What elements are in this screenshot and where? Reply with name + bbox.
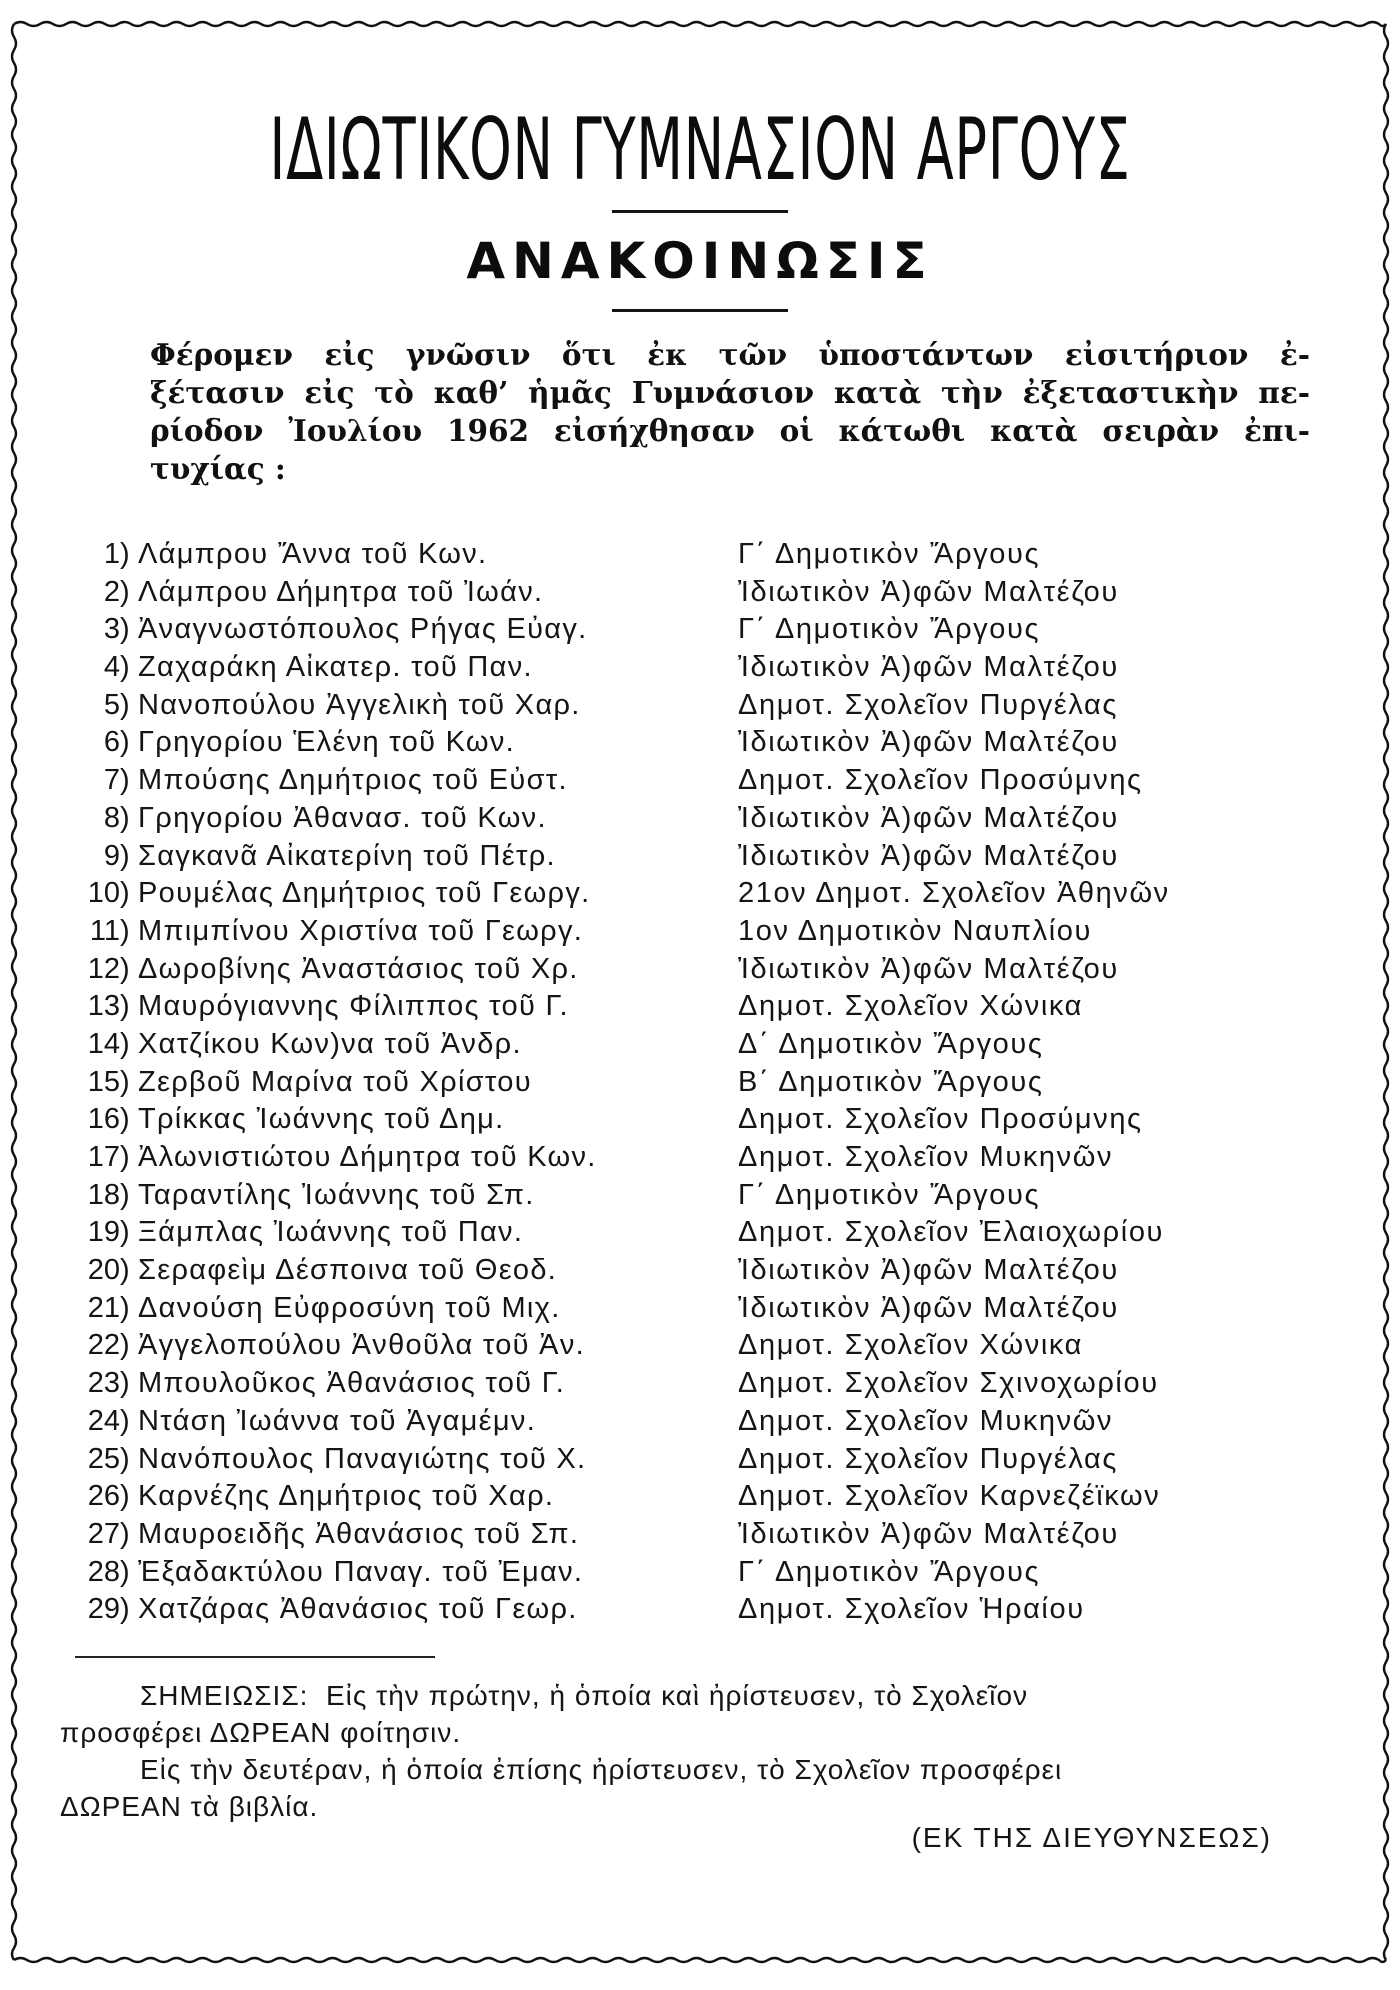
note-line bbox=[60, 1714, 1335, 1751]
list-item bbox=[70, 1403, 1310, 1441]
rank-number: 26 bbox=[87, 1480, 120, 1513]
student-name: Ξάμπλας Ἰωάννης τοῦ Παν. bbox=[138, 1216, 524, 1249]
list-item bbox=[70, 649, 1310, 687]
rank-paren: ) bbox=[120, 1329, 130, 1362]
previous-school: Δ΄ Δημοτικὸν Ἄργους bbox=[738, 1027, 1044, 1060]
previous-school: Ἰδιωτικὸν Ἀ)φῶν Μαλτέζου bbox=[738, 801, 1119, 834]
previous-school: Δημοτ. Σχολεῖον Χώνικα bbox=[738, 990, 1084, 1023]
notes-divider bbox=[75, 1656, 435, 1658]
rank-number: 28 bbox=[87, 1555, 120, 1588]
list-item bbox=[70, 875, 1310, 913]
intro-line: Φέρομεν εἰς γνῶσιν ὅτι ἐκ τῶν ὑποστάντων εἰσιτήριον ἐ- bbox=[150, 337, 1310, 372]
intro-paragraph bbox=[150, 336, 1310, 488]
list-item bbox=[70, 1591, 1310, 1629]
list-item bbox=[70, 838, 1310, 876]
previous-school: Ἰδιωτικὸν Ἀ)φῶν Μαλτέζου bbox=[738, 1254, 1119, 1287]
rank-paren: ) bbox=[120, 651, 130, 684]
rank-paren: ) bbox=[120, 688, 130, 721]
previous-school: Γ΄ Δημοτικὸν Ἄργους bbox=[738, 613, 1041, 646]
student-name: Ταραντίλης Ἰωάννης τοῦ Σπ. bbox=[138, 1178, 535, 1211]
student-name: Καρνέζης Δημήτριος τοῦ Χαρ. bbox=[138, 1480, 555, 1513]
previous-school: Δημοτ. Σχολεῖον Προσύμνης bbox=[738, 764, 1143, 797]
student-list bbox=[70, 536, 1310, 1629]
rank-paren: ) bbox=[120, 613, 130, 646]
rank-number: 20 bbox=[87, 1254, 120, 1287]
list-item bbox=[70, 1064, 1310, 1102]
rank-paren: ) bbox=[120, 1442, 130, 1475]
student-name: Τρίκκας Ἰωάννης τοῦ Δημ. bbox=[138, 1103, 505, 1136]
rank-paren: ) bbox=[120, 1216, 130, 1249]
previous-school: Δημοτ. Σχολεῖον Μυκηνῶν bbox=[738, 1141, 1114, 1173]
student-name: Δανούση Εὐφροσύνη τοῦ Μιχ. bbox=[138, 1291, 561, 1324]
previous-school: Ἰδιωτικὸν Ἀ)φῶν Μαλτέζου bbox=[738, 726, 1119, 759]
rank-paren: ) bbox=[120, 1178, 130, 1211]
student-name: Νανόπουλος Παναγιώτης τοῦ Χ. bbox=[138, 1442, 587, 1475]
rank-number: 29 bbox=[87, 1593, 120, 1626]
rank-number: 17 bbox=[87, 1141, 120, 1173]
rank-number: 11 bbox=[89, 914, 120, 947]
note-text: προσφέρει ΔΩΡΕΑΝ φοίτησιν. bbox=[60, 1717, 462, 1748]
previous-school: Δημοτ. Σχολεῖον Προσύμνης bbox=[738, 1103, 1143, 1136]
previous-school: Δημοτ. Σχολεῖον Ἡραίου bbox=[738, 1593, 1085, 1626]
rank-number: 21 bbox=[87, 1291, 120, 1324]
list-item bbox=[70, 951, 1310, 989]
rank-number: 14 bbox=[87, 1027, 120, 1060]
note-line bbox=[140, 1751, 1335, 1788]
student-name: Δωροβίνης Ἀναστάσιος τοῦ Χρ. bbox=[138, 952, 579, 985]
list-item bbox=[70, 762, 1310, 800]
rank-number: 2 bbox=[103, 575, 120, 608]
student-name: Ζερβοῦ Μαρίνα τοῦ Χρίστου bbox=[138, 1065, 532, 1098]
rank-number: 12 bbox=[87, 952, 120, 985]
heading-divider bbox=[612, 309, 788, 312]
list-item bbox=[70, 1327, 1310, 1365]
student-name: Μπιμπίνου Χριστίνα τοῦ Γεωργ. bbox=[138, 914, 584, 947]
previous-school: Ἰδιωτικὸν Ἀ)φῶν Μαλτέζου bbox=[738, 575, 1119, 608]
previous-school: Δημοτ. Σχολεῖον Πυργέλας bbox=[738, 1442, 1118, 1475]
rank-number: 6 bbox=[103, 726, 120, 759]
previous-school: Δημοτ. Σχολεῖον Χώνικα bbox=[738, 1329, 1084, 1362]
student-name: Μπούσης Δημήτριος τοῦ Εὐστ. bbox=[138, 764, 568, 797]
list-item bbox=[70, 1554, 1310, 1592]
previous-school: Ἰδιωτικὸν Ἀ)φῶν Μαλτέζου bbox=[738, 839, 1119, 872]
rank-paren: ) bbox=[120, 1555, 130, 1588]
student-name: Σεραφεὶμ Δέσποινα τοῦ Θεοδ. bbox=[138, 1254, 558, 1287]
student-name: Μαυροειδῆς Ἀθανάσιος τοῦ Σπ. bbox=[138, 1517, 580, 1550]
list-item bbox=[70, 1516, 1310, 1554]
signature: (ΕΚ ΤΗΣ ΔΙΕΥΘΥΝΣΕΩΣ) bbox=[911, 1822, 1272, 1853]
student-name: Ἐξαδακτύλου Παναγ. τοῦ Ἐμαν. bbox=[138, 1555, 584, 1588]
student-name: Γρηγορίου Ἑλένη τοῦ Κων. bbox=[138, 726, 515, 759]
student-name: Ἀγγελοπούλου Ἀνθοῦλα τοῦ Ἀν. bbox=[138, 1329, 585, 1362]
intro-line: τυχίας : bbox=[150, 451, 286, 486]
border-bottom bbox=[14, 1958, 1386, 1962]
student-name: Νανοπούλου Ἀγγελικὴ τοῦ Χαρ. bbox=[138, 688, 581, 721]
previous-school: Ἰδιωτικὸν Ἀ)φῶν Μαλτέζου bbox=[738, 651, 1119, 684]
student-name: Ἀλωνιστιώτου Δήμητρα τοῦ Κων. bbox=[138, 1141, 597, 1173]
previous-school: Γ΄ Δημοτικὸν Ἄργους bbox=[738, 1178, 1041, 1211]
rank-paren: ) bbox=[120, 952, 130, 985]
rank-number: 3 bbox=[103, 613, 120, 646]
rank-paren: ) bbox=[120, 801, 130, 834]
rank-number: 18 bbox=[87, 1178, 120, 1211]
previous-school: Δημοτ. Σχολεῖον Ἐλαιοχωρίου bbox=[738, 1216, 1165, 1249]
rank-number: 24 bbox=[87, 1404, 120, 1437]
previous-school: Ἰδιωτικὸν Ἀ)φῶν Μαλτέζου bbox=[738, 1291, 1119, 1324]
rank-paren: ) bbox=[120, 1517, 130, 1550]
rank-paren: ) bbox=[120, 726, 130, 759]
student-name: Ντάση Ἰωάννα τοῦ Ἀγαμέμν. bbox=[138, 1404, 537, 1437]
previous-school: Β΄ Δημοτικὸν Ἄργους bbox=[738, 1065, 1044, 1098]
rank-number: 22 bbox=[87, 1329, 120, 1362]
list-item bbox=[70, 536, 1310, 574]
list-item bbox=[70, 1026, 1310, 1064]
rank-paren: ) bbox=[120, 839, 130, 872]
note-text: Εἰς τὴν πρώτην, ἡ ὁποία καὶ ἠρίστευσεν, τὸ Σχολεῖον bbox=[325, 1680, 1029, 1711]
note-line bbox=[60, 1788, 1335, 1825]
rank-paren: ) bbox=[120, 1367, 130, 1400]
previous-school: Ἰδιωτικὸν Ἀ)φῶν Μαλτέζου bbox=[738, 952, 1119, 985]
rank-number: 1 bbox=[103, 538, 120, 570]
rank-paren: ) bbox=[120, 575, 130, 608]
list-item bbox=[70, 687, 1310, 725]
rank-paren: ) bbox=[120, 1027, 130, 1060]
rank-paren: ) bbox=[120, 990, 130, 1023]
rank-paren: ) bbox=[120, 914, 130, 947]
previous-school: Δημοτ. Σχολεῖον Σχινοχωρίου bbox=[738, 1367, 1159, 1400]
rank-paren: ) bbox=[120, 1103, 130, 1136]
note-line bbox=[140, 1677, 1335, 1714]
rank-number: 15 bbox=[87, 1065, 120, 1098]
rank-number: 10 bbox=[87, 877, 120, 910]
note-text: Εἰς τὴν δευτέραν, ἡ ὁποία ἐπίσης ἠρίστευσεν, τὸ Σχολεῖον προσφέρει bbox=[140, 1754, 1063, 1785]
list-item bbox=[70, 913, 1310, 951]
list-item bbox=[70, 724, 1310, 762]
list-item bbox=[70, 1290, 1310, 1328]
rank-paren: ) bbox=[120, 1065, 130, 1098]
border-right bbox=[1384, 24, 1388, 1960]
page-title: ΙΔΙΩΤΙΚΟΝ ΓΥΜΝΑΣΙΟΝ ΑΡΓΟΥΣ bbox=[269, 100, 1131, 200]
list-item bbox=[70, 1365, 1310, 1403]
student-name: Ζαχαράκη Αἰκατερ. τοῦ Παν. bbox=[138, 651, 533, 684]
rank-paren: ) bbox=[120, 1141, 130, 1173]
notes-section bbox=[60, 1677, 1335, 1825]
student-name: Γρηγορίου Ἀθανασ. τοῦ Κων. bbox=[138, 801, 547, 834]
list-item bbox=[70, 611, 1310, 649]
rank-paren: ) bbox=[120, 1254, 130, 1287]
list-item bbox=[70, 1441, 1310, 1479]
rank-paren: ) bbox=[120, 538, 130, 570]
note-text: ΔΩΡΕΑΝ τὰ βιβλία. bbox=[60, 1791, 319, 1822]
previous-school: Γ΄ Δημοτικὸν Ἄργους bbox=[738, 538, 1041, 570]
previous-school: Δημοτ. Σχολεῖον Καρνεζέϊκων bbox=[738, 1480, 1161, 1513]
list-item bbox=[70, 1252, 1310, 1290]
list-item bbox=[70, 1101, 1310, 1139]
announcement-heading: ΑΝΑΚΟΙΝΩΣΙΣ bbox=[466, 232, 934, 290]
rank-paren: ) bbox=[120, 877, 130, 910]
rank-paren: ) bbox=[120, 1593, 130, 1626]
rank-paren: ) bbox=[120, 1480, 130, 1513]
student-name: Ἀναγνωστόπουλος Ρήγας Εὐαγ. bbox=[138, 613, 588, 646]
rank-number: 4 bbox=[103, 651, 120, 684]
title-divider bbox=[612, 210, 788, 213]
list-item bbox=[70, 1214, 1310, 1252]
rank-number: 23 bbox=[87, 1367, 120, 1400]
border-top bbox=[14, 22, 1386, 26]
student-name: Λάμπρου Ἄννα τοῦ Κων. bbox=[138, 538, 488, 570]
rank-number: 25 bbox=[87, 1442, 120, 1475]
list-item bbox=[70, 800, 1310, 838]
previous-school: Δημοτ. Σχολεῖον Πυργέλας bbox=[738, 688, 1118, 721]
previous-school: 21ον Δημοτ. Σχολεῖον Ἀθηνῶν bbox=[738, 877, 1170, 910]
rank-number: 9 bbox=[103, 839, 120, 872]
intro-line: ξέτασιν εἰς τὸ καθ’ ἡμᾶς Γυμνάσιον κατὰ τὴν ἐξεταστικὴν πε- bbox=[150, 375, 1310, 410]
list-item bbox=[70, 1139, 1310, 1177]
note-label: ΣΗΜΕΙΩΣΙΣ: bbox=[140, 1680, 309, 1711]
student-name: Λάμπρου Δήμητρα τοῦ Ἰωάν. bbox=[138, 575, 544, 608]
list-item bbox=[70, 574, 1310, 612]
student-name: Σαγκανᾶ Αἰκατερίνη τοῦ Πέτρ. bbox=[138, 839, 556, 872]
intro-line: ρίοδον Ἰουλίου 1962 εἰσήχθησαν οἱ κάτωθι κατὰ σειρὰν ἐπι- bbox=[150, 413, 1310, 448]
list-item bbox=[70, 988, 1310, 1026]
previous-school: Δημοτ. Σχολεῖον Μυκηνῶν bbox=[738, 1404, 1114, 1437]
rank-number: 19 bbox=[87, 1216, 120, 1249]
previous-school: 1ον Δημοτικὸν Ναυπλίου bbox=[738, 914, 1092, 947]
previous-school: Ἰδιωτικὸν Ἀ)φῶν Μαλτέζου bbox=[738, 1517, 1119, 1550]
list-item bbox=[70, 1478, 1310, 1516]
previous-school: Γ΄ Δημοτικὸν Ἄργους bbox=[738, 1555, 1041, 1588]
rank-number: 27 bbox=[87, 1517, 120, 1550]
rank-number: 8 bbox=[103, 801, 120, 834]
border-left bbox=[12, 24, 16, 1960]
student-name: Χατζάρας Ἀθανάσιος τοῦ Γεωρ. bbox=[138, 1593, 578, 1626]
student-name: Μπουλοῦκος Ἀθανάσιος τοῦ Γ. bbox=[138, 1367, 566, 1400]
rank-number: 7 bbox=[103, 764, 120, 797]
rank-paren: ) bbox=[120, 764, 130, 797]
rank-number: 13 bbox=[87, 990, 120, 1023]
rank-paren: ) bbox=[120, 1291, 130, 1324]
student-name: Ρουμέλας Δημήτριος τοῦ Γεωργ. bbox=[138, 877, 591, 910]
rank-number: 5 bbox=[103, 688, 120, 721]
rank-paren: ) bbox=[120, 1404, 130, 1437]
rank-number: 16 bbox=[87, 1103, 120, 1136]
student-name: Χατζίκου Κων)να τοῦ Ἀνδρ. bbox=[138, 1027, 522, 1060]
list-item bbox=[70, 1177, 1310, 1215]
student-name: Μαυρόγιαννης Φίλιππος τοῦ Γ. bbox=[138, 990, 569, 1023]
